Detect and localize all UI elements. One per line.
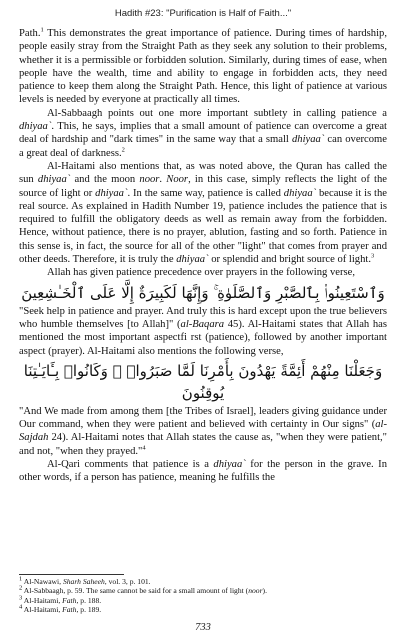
footnotes <box>19 577 387 615</box>
footnote-ref-2: 2 <box>121 146 125 154</box>
footnote-ref-3: 3 <box>371 252 375 260</box>
page-body <box>19 27 387 485</box>
quran-verse-2: وَجَعَلْنَا مِنْهُمْ أَئِمَّةً يَهْدُونَ بِأَمْرِنَا لَمَّا صَبَرُوا۟ ۖ وَكَانُوا۟ بِـَٔايَـٰتِنَا يُوقِنُونَ <box>23 361 383 402</box>
paragraph-2: Al-Sabbaagh points out one more important subtlety in calling patience a dhiyaa`. This, he says, implies that a small amount of patience can overcome a great deal of hardship and "dark times" in the same way that a small dhiyaa` can overcome a great deal of darkness.$^2$ <box>19 107 387 159</box>
footnote-ref-1: 1 <box>40 26 44 34</box>
quran-verse-1: وَٱسْتَعِينُوا۟ بِٱلصَّبْرِ وَٱلصَّلَوٰةِ ۚ وَإِنَّهَا لَكَبِيرَةٌ إِلَّا عَلَى ٱلْخَـٰشِعِينَ <box>21 283 385 302</box>
paragraph-7: Al-Qari comments that patience is a dhiyaa` for the person in the grave. In other words, if a person has patience, meaning he fulfills the <box>19 459 387 484</box>
paragraph-4: Allah has given patience precedence over prayers in the following verse, <box>47 267 355 279</box>
paragraph-3: Al-Haitami also mentions that, as was noted above, the Quran has called the sun dhiyaa` and the moon noor. Noor, in this case, simply reflects the light of the source of light or dhiyaa`. In the same way, patience is called dhiyaa` because it is the real source. As explained in Hadith Number 19, patience includes the patience that is required to fulfill the obligatory deeds as well as remain away from the forbidden. Hence, without patience, there is no prayer, ablution, fasting and so forth. Patience in this sense is, in fact, the source for all of the other "light" that comes from prayer and other deeds. Therefore, it is truly the dhiyaa` or splendid and bright source of light.$^3$ <box>19 160 387 266</box>
footnote-2: $^2$ Al-Sabbaagh, p. 59. The same cannot be said for a small amount of light (noor). <box>19 584 267 596</box>
page-number: 733 <box>195 622 211 633</box>
paragraph-6: "And We made from among them [the Tribes of Israel], leaders giving guidance under Our command, when they were patient and believed with certainty in Our signs" (al-Sajdah 24). Al-Haitami notes that Allah states the cause as, "when they were patient," and not, "when they prayed."$^4$ <box>19 405 387 457</box>
footnote-ref-4: 4 <box>142 444 146 452</box>
footnote-divider <box>19 574 124 575</box>
paragraph-1: Path.$^1$ This demonstrates the great importance of patience. During times of hardship, people easily stray from the Straight Path as they seek any solution to their problems, whether it is a permissible or forbidden solution. Similarly, during times of ease, when people have the wealth, time and ability to engage in forbidden acts, they need patience to keep them along the Straight Path. Hence, this light of patience at various levels is needed by everyone at practically all times. <box>19 26 387 106</box>
footnote-3: $^3$ Al-Haitami, Fath, p. 188. <box>19 594 102 605</box>
paragraph-5: "Seek help in patience and prayer. And truly this is hard except upon the true believers who humble themselves [to Allah]" (al-Baqara 45). Al-Haitami states that Allah has mentioned the most important aspectfi rst (patience), followed by another important aspect (prayer). Al-Haitami also mentions the following verse, <box>19 305 387 357</box>
footnote-1: $^1$ Al-Nawawi, Sharh Saheeh, vol. 3, p. 101. <box>19 575 151 586</box>
footnote-4: $^4$ Al-Haitami, Fath, p. 189. <box>19 603 102 615</box>
running-header: Hadith #23: "Purification is Half of Faith..." <box>114 8 292 19</box>
